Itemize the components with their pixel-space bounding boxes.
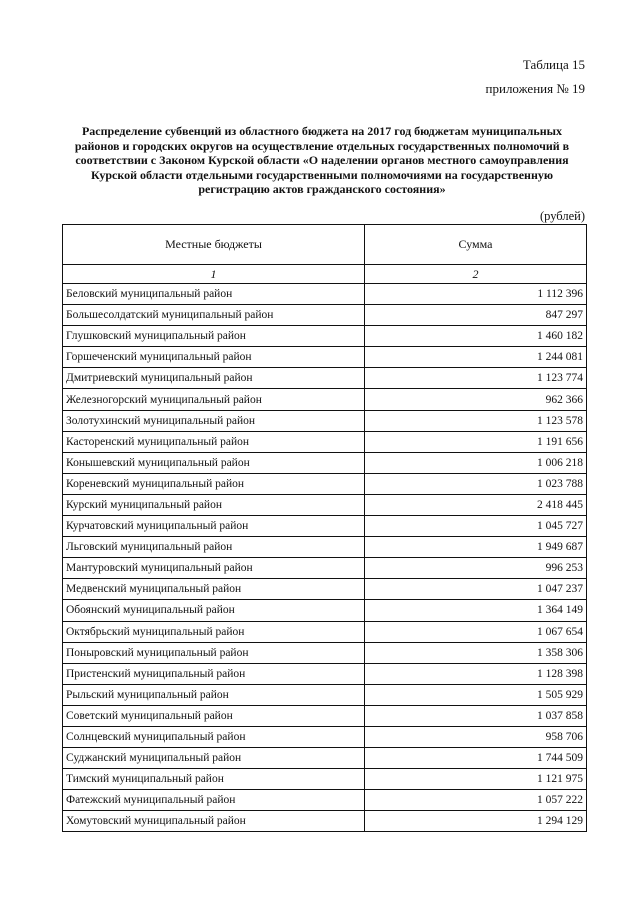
district-name: Пристенский муниципальный район xyxy=(63,663,365,684)
table-body xyxy=(63,284,587,832)
title-line: соответствии с Законом Курской области «О наделении органов местного самоуправления xyxy=(75,153,569,168)
amount-value: 1 505 929 xyxy=(365,684,587,705)
table-row xyxy=(63,410,587,431)
table-row xyxy=(63,558,587,579)
column-number-1: 1 xyxy=(63,265,365,284)
amount-value: 1 112 396 xyxy=(365,284,587,305)
amount-value: 1 045 727 xyxy=(365,516,587,537)
amount-value: 958 706 xyxy=(365,726,587,747)
district-name: Фатежский муниципальный район xyxy=(63,790,365,811)
amount-value: 1 244 081 xyxy=(365,347,587,368)
table-row xyxy=(63,663,587,684)
table-row xyxy=(63,305,587,326)
table-row xyxy=(63,600,587,621)
table-row xyxy=(63,769,587,790)
table-row xyxy=(63,347,587,368)
table-row xyxy=(63,621,587,642)
appendix-number-label: приложения № 19 xyxy=(485,81,585,96)
district-name: Поныровский муниципальный район xyxy=(63,642,365,663)
amount-value: 1 057 222 xyxy=(365,790,587,811)
table-row xyxy=(63,811,587,832)
amount-value: 1 358 306 xyxy=(365,642,587,663)
table-row xyxy=(63,516,587,537)
district-name: Железногорский муниципальный район xyxy=(63,389,365,410)
amount-value: 1 128 398 xyxy=(365,663,587,684)
amount-value: 1 744 509 xyxy=(365,748,587,769)
district-name: Горшеченский муниципальный район xyxy=(63,347,365,368)
table-row xyxy=(63,579,587,600)
amount-value: 1 067 654 xyxy=(365,621,587,642)
amount-value: 847 297 xyxy=(365,305,587,326)
table-row xyxy=(63,431,587,452)
district-name: Солнцевский муниципальный район xyxy=(63,726,365,747)
table-row xyxy=(63,726,587,747)
table-number-label: Таблица 15 xyxy=(522,57,585,72)
amount-value: 1 123 578 xyxy=(365,410,587,431)
table-row xyxy=(63,452,587,473)
district-name: Октябрьский муниципальный район xyxy=(63,621,365,642)
district-name: Конышевский муниципальный район xyxy=(63,452,365,473)
amount-value: 1 191 656 xyxy=(365,431,587,452)
district-name: Беловский муниципальный район xyxy=(63,284,365,305)
table-row xyxy=(63,537,587,558)
district-name: Медвенский муниципальный район xyxy=(63,579,365,600)
district-name: Хомутовский муниципальный район xyxy=(63,811,365,832)
table-row xyxy=(63,389,587,410)
column-header-amount: Сумма xyxy=(365,225,587,265)
district-name: Рыльский муниципальный район xyxy=(63,684,365,705)
amount-value: 1 006 218 xyxy=(365,452,587,473)
district-name: Касторенский муниципальный район xyxy=(63,431,365,452)
column-number-row xyxy=(63,265,587,284)
document-title xyxy=(62,124,582,197)
district-name: Тимский муниципальный район xyxy=(63,769,365,790)
subsidy-table xyxy=(62,224,587,832)
title-line: регистрацию актов гражданского состояния» xyxy=(198,182,446,197)
amount-value: 962 366 xyxy=(365,389,587,410)
district-name: Курчатовский муниципальный район xyxy=(63,516,365,537)
amount-value: 1 460 182 xyxy=(365,326,587,347)
amount-value: 1 121 975 xyxy=(365,769,587,790)
unit-label: (рублей) xyxy=(539,209,585,223)
district-name: Мантуровский муниципальный район xyxy=(63,558,365,579)
table-row xyxy=(63,705,587,726)
district-name: Глушковский муниципальный район xyxy=(63,326,365,347)
title-line: Курской области отдельными государственными полномочиями на государственную xyxy=(90,167,554,182)
amount-value: 1 123 774 xyxy=(365,368,587,389)
amount-value: 1 037 858 xyxy=(365,705,587,726)
table-row xyxy=(63,368,587,389)
table-row xyxy=(63,790,587,811)
table-row xyxy=(63,494,587,515)
amount-value: 1 047 237 xyxy=(365,579,587,600)
amount-value: 1 023 788 xyxy=(365,473,587,494)
amount-value: 2 418 445 xyxy=(365,494,587,515)
amount-value: 996 253 xyxy=(365,558,587,579)
district-name: Обоянский муниципальный район xyxy=(63,600,365,621)
table-row xyxy=(63,684,587,705)
district-name: Курский муниципальный район xyxy=(63,494,365,515)
district-name: Большесолдатский муниципальный район xyxy=(63,305,365,326)
column-number-2: 2 xyxy=(365,265,587,284)
table-row xyxy=(63,326,587,347)
district-name: Золотухинский муниципальный район xyxy=(63,410,365,431)
amount-value: 1 364 149 xyxy=(365,600,587,621)
district-name: Льговский муниципальный район xyxy=(63,537,365,558)
table-row xyxy=(63,284,587,305)
district-name: Суджанский муниципальный район xyxy=(63,748,365,769)
table-row xyxy=(63,642,587,663)
table-row xyxy=(63,473,587,494)
column-header-budgets: Местные бюджеты xyxy=(63,225,365,265)
amount-value: 1 294 129 xyxy=(365,811,587,832)
table-header-row xyxy=(63,225,587,265)
amount-value: 1 949 687 xyxy=(365,537,587,558)
table-row xyxy=(63,748,587,769)
title-line: Распределение субвенций из областного бюджета на 2017 год бюджетам муниципальных xyxy=(81,124,563,138)
district-name: Кореневский муниципальный район xyxy=(63,473,365,494)
district-name: Дмитриевский муниципальный район xyxy=(63,368,365,389)
title-line: районов и городских округов на осуществление отдельных государственных полномочий в xyxy=(74,138,570,153)
district-name: Советский муниципальный район xyxy=(63,705,365,726)
